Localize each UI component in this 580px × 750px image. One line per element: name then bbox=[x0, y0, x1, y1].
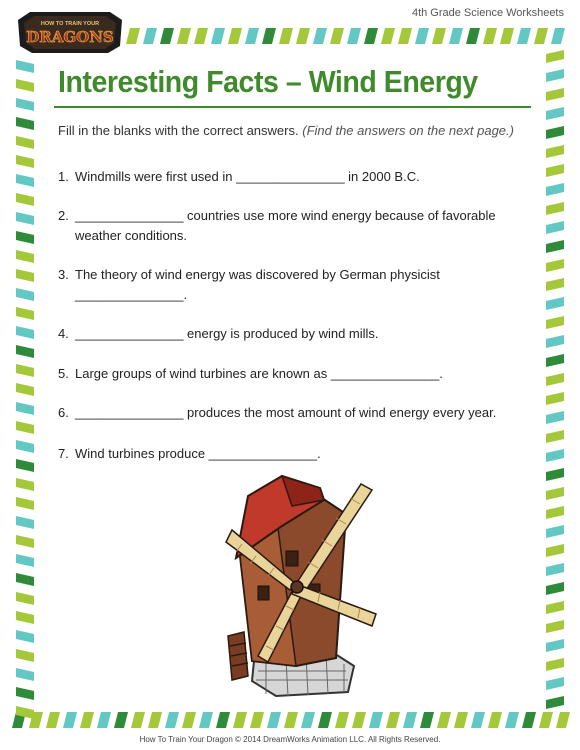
question-text: _______________ countries use more wind energy because of favorable weather conditions. bbox=[75, 208, 496, 243]
border-strip bbox=[16, 383, 34, 396]
border-strip bbox=[46, 712, 60, 728]
border-strip bbox=[386, 712, 400, 728]
border-strip bbox=[546, 392, 564, 405]
border-strip bbox=[16, 174, 34, 187]
question-text: Wind turbines produce _______________. bbox=[75, 446, 321, 461]
border-strip bbox=[16, 516, 34, 529]
border-strip bbox=[449, 28, 463, 44]
border-strip bbox=[63, 712, 77, 728]
border-strip bbox=[546, 240, 564, 253]
question-6 bbox=[58, 403, 523, 423]
border-strip bbox=[143, 28, 157, 44]
border-strip bbox=[398, 28, 412, 44]
question-number: 2. bbox=[58, 208, 69, 223]
border-strip bbox=[16, 155, 34, 168]
border-strip bbox=[522, 712, 536, 728]
question-number: 7. bbox=[58, 446, 69, 461]
border-strip bbox=[126, 28, 140, 44]
border-strip bbox=[546, 506, 564, 519]
border-strip bbox=[148, 712, 162, 728]
border-strip bbox=[250, 712, 264, 728]
border-strip bbox=[546, 525, 564, 538]
border-strip bbox=[16, 630, 34, 643]
border-strip bbox=[16, 611, 34, 624]
border-strip bbox=[551, 28, 565, 44]
border-strip bbox=[16, 497, 34, 510]
border-strip bbox=[546, 107, 564, 120]
border-strip bbox=[279, 28, 293, 44]
border-strip bbox=[517, 28, 531, 44]
border-strip bbox=[546, 164, 564, 177]
border-strip bbox=[466, 28, 480, 44]
dragons-logo bbox=[16, 6, 124, 56]
border-strip bbox=[16, 554, 34, 567]
border-strip bbox=[546, 411, 564, 424]
border-strip bbox=[16, 668, 34, 681]
border-strip bbox=[16, 345, 34, 358]
border-strip bbox=[330, 28, 344, 44]
border-strip bbox=[488, 712, 502, 728]
border-strip bbox=[454, 712, 468, 728]
border-strip bbox=[165, 712, 179, 728]
border-strip bbox=[194, 28, 208, 44]
question-2 bbox=[58, 206, 523, 246]
border-strip bbox=[16, 307, 34, 320]
question-number: 6. bbox=[58, 405, 69, 420]
border-strip bbox=[313, 28, 327, 44]
border-strip bbox=[131, 712, 145, 728]
question-text: The theory of wind energy was discovered by German physicist _______________. bbox=[75, 267, 440, 302]
question-7 bbox=[58, 444, 523, 464]
border-strip bbox=[347, 28, 361, 44]
border-strip bbox=[97, 712, 111, 728]
instructions bbox=[58, 123, 514, 138]
border-strip bbox=[16, 459, 34, 472]
border-strip bbox=[16, 440, 34, 453]
border-strip bbox=[16, 60, 34, 73]
border-strip bbox=[546, 639, 564, 652]
border-strip bbox=[415, 28, 429, 44]
border-strip bbox=[16, 98, 34, 111]
border-strip bbox=[296, 28, 310, 44]
copyright-footer: How To Train Your Dragon © 2014 DreamWorks Animation LLC. All Rights Reserved. bbox=[139, 735, 441, 744]
border-strip bbox=[16, 326, 34, 339]
border-strip bbox=[16, 649, 34, 662]
border-strip bbox=[500, 28, 514, 44]
border-strip bbox=[16, 573, 34, 586]
border-strip bbox=[546, 278, 564, 291]
border-strip bbox=[160, 28, 174, 44]
border-strip bbox=[16, 79, 34, 92]
border-strip bbox=[546, 658, 564, 671]
border-strip bbox=[80, 712, 94, 728]
border-strip bbox=[546, 563, 564, 576]
border-strip bbox=[228, 28, 242, 44]
border-strip bbox=[437, 712, 451, 728]
border-strip bbox=[16, 687, 34, 700]
border-strip bbox=[16, 288, 34, 301]
border-strip bbox=[546, 487, 564, 500]
question-number: 5. bbox=[58, 366, 69, 381]
border-strip bbox=[546, 297, 564, 310]
border-strip bbox=[546, 88, 564, 101]
question-1 bbox=[58, 167, 523, 187]
border-strip bbox=[16, 193, 34, 206]
question-text: _______________ energy is produced by wind mills. bbox=[75, 326, 379, 341]
windmill-illustration bbox=[196, 466, 386, 698]
border-strip bbox=[546, 449, 564, 462]
title-divider bbox=[54, 106, 531, 108]
border-strip bbox=[534, 28, 548, 44]
border-strip bbox=[364, 28, 378, 44]
border-strip bbox=[546, 221, 564, 234]
border-strip bbox=[16, 421, 34, 434]
border-strip bbox=[546, 69, 564, 82]
border-strip bbox=[16, 269, 34, 282]
instructions-hint: (Find the answers on the next page.) bbox=[302, 123, 514, 138]
border-strip bbox=[318, 712, 332, 728]
border-strip bbox=[546, 620, 564, 633]
border-strip bbox=[335, 712, 349, 728]
border-strip bbox=[16, 402, 34, 415]
border-strip bbox=[546, 582, 564, 595]
question-text: Large groups of wind turbines are known as _______________. bbox=[75, 366, 443, 381]
border-strip bbox=[546, 373, 564, 386]
border-strip bbox=[262, 28, 276, 44]
border-strip bbox=[216, 712, 230, 728]
question-5 bbox=[58, 364, 523, 384]
page-title: Interesting Facts – Wind Energy bbox=[58, 64, 478, 99]
border-strip bbox=[352, 712, 366, 728]
border-strip bbox=[546, 544, 564, 557]
question-number: 4. bbox=[58, 326, 69, 341]
border-strip bbox=[267, 712, 281, 728]
border-strip bbox=[546, 335, 564, 348]
border-strip bbox=[432, 28, 446, 44]
border-strip bbox=[16, 364, 34, 377]
instructions-text: Fill in the blanks with the correct answers. bbox=[58, 123, 299, 138]
border-strip bbox=[546, 677, 564, 690]
logo-top-text: HOW TO TRAIN YOUR bbox=[40, 21, 100, 27]
border-strip bbox=[211, 28, 225, 44]
border-strip bbox=[556, 712, 570, 728]
border-strip bbox=[546, 202, 564, 215]
border-strip bbox=[233, 712, 247, 728]
border-strip bbox=[182, 712, 196, 728]
border-strip bbox=[199, 712, 213, 728]
border-strip bbox=[177, 28, 191, 44]
border-strip bbox=[539, 712, 553, 728]
border-strip bbox=[16, 592, 34, 605]
border-strip bbox=[369, 712, 383, 728]
border-strip bbox=[16, 250, 34, 263]
question-number: 3. bbox=[58, 267, 69, 282]
border-strip bbox=[301, 712, 315, 728]
border-strip bbox=[546, 354, 564, 367]
border-strip bbox=[546, 601, 564, 614]
border-strip bbox=[483, 28, 497, 44]
border-strip bbox=[546, 50, 564, 63]
border-strip bbox=[471, 712, 485, 728]
border-strip bbox=[546, 259, 564, 272]
border-strip bbox=[284, 712, 298, 728]
question-3 bbox=[58, 265, 523, 305]
question-text: _______________ produces the most amount of wind energy every year. bbox=[75, 405, 497, 420]
border-strip bbox=[546, 145, 564, 158]
border-strip bbox=[546, 126, 564, 139]
border-strip bbox=[16, 117, 34, 130]
border-strip bbox=[16, 212, 34, 225]
border-strip bbox=[16, 478, 34, 491]
logo-main-text: DRAGONS bbox=[26, 28, 114, 46]
border-strip bbox=[16, 231, 34, 244]
question-4 bbox=[58, 324, 523, 344]
border-strip bbox=[16, 535, 34, 548]
worksheet-series-label: 4th Grade Science Worksheets bbox=[411, 7, 564, 19]
question-text: Windmills were first used in _______________ in 2000 B.C. bbox=[75, 169, 420, 184]
border-strip bbox=[546, 430, 564, 443]
border-strip bbox=[403, 712, 417, 728]
border-strip bbox=[420, 712, 434, 728]
border-strip bbox=[546, 696, 564, 709]
border-strip bbox=[546, 468, 564, 481]
question-number: 1. bbox=[58, 169, 69, 184]
border-strip bbox=[245, 28, 259, 44]
border-strip bbox=[114, 712, 128, 728]
border-strip bbox=[16, 136, 34, 149]
border-strip bbox=[546, 183, 564, 196]
border-strip bbox=[381, 28, 395, 44]
border-strip bbox=[505, 712, 519, 728]
border-strip bbox=[546, 316, 564, 329]
